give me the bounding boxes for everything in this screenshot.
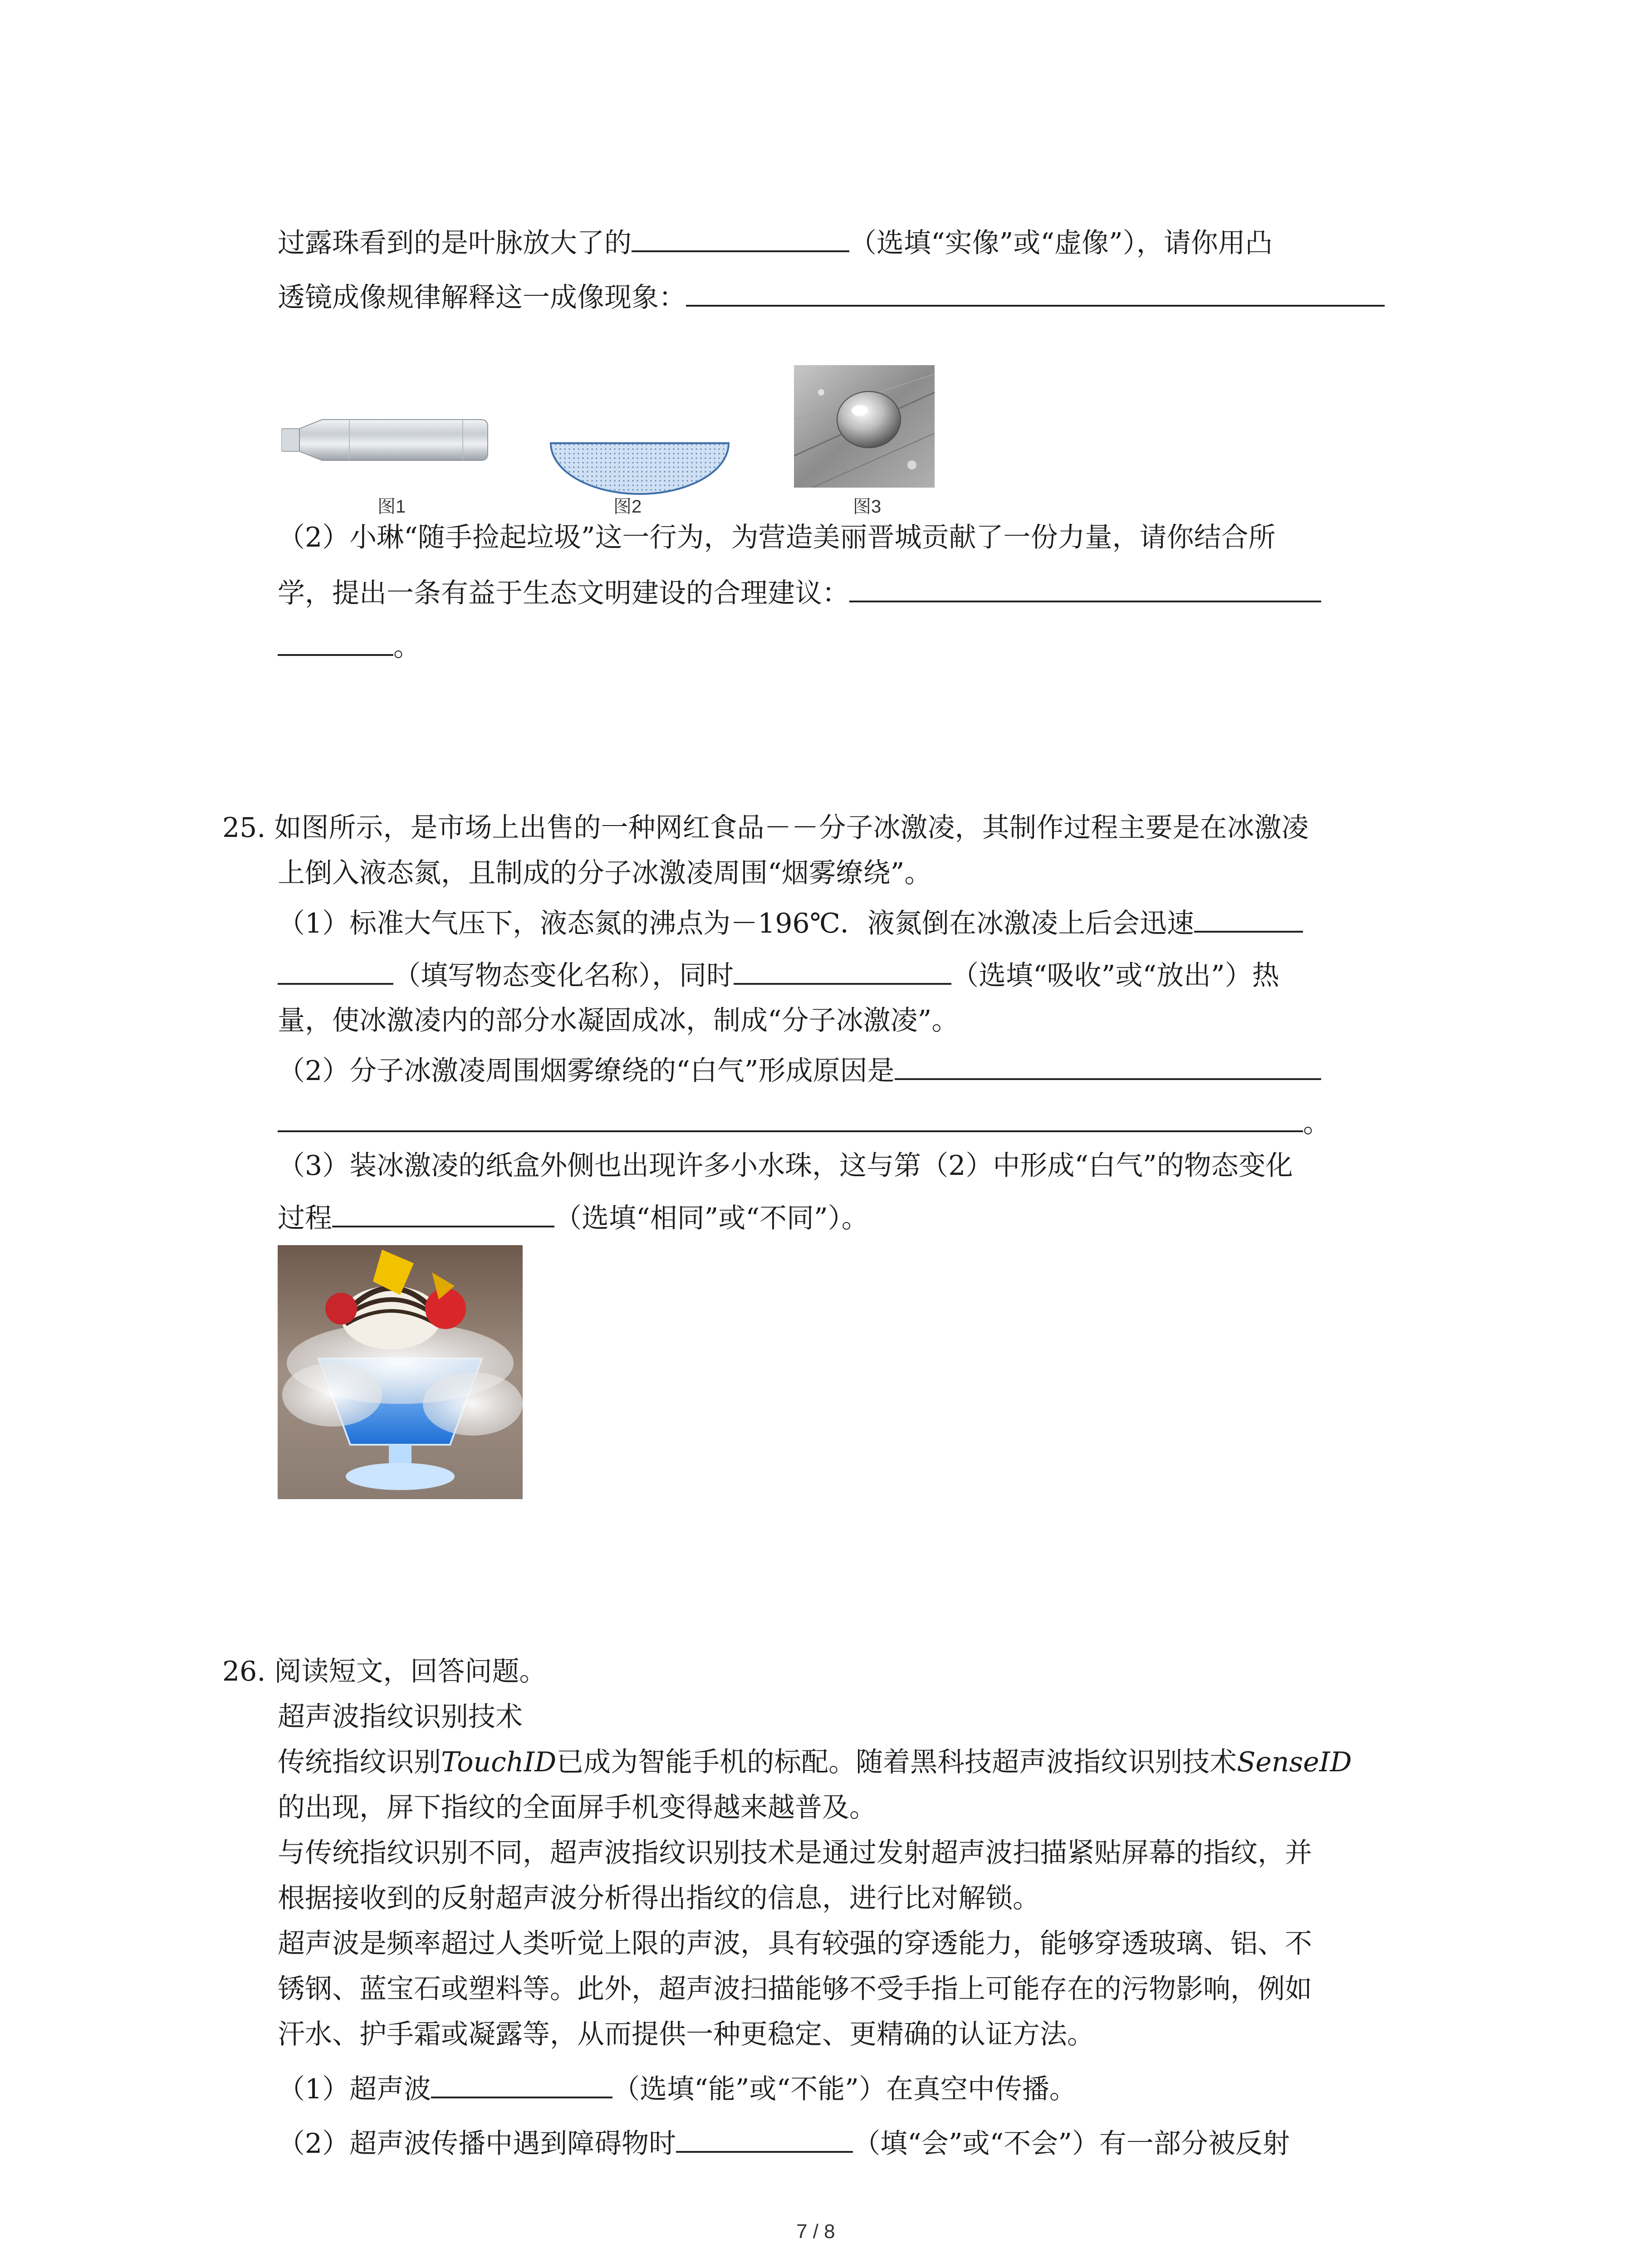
answer-blank[interactable] bbox=[734, 955, 951, 985]
answer-blank[interactable] bbox=[676, 2123, 853, 2153]
q25-part1-line2: （填写物态变化名称），同时 （选填“吸收”或“放出”）热 bbox=[278, 955, 1279, 994]
lens-figure bbox=[549, 442, 730, 497]
q24-part2-line3: 。 bbox=[278, 626, 421, 665]
answer-blank[interactable] bbox=[849, 572, 1321, 602]
bottle-figure bbox=[281, 408, 490, 472]
q25-stem-line2: 上倒入液态氮，且制成的分子冰激凌周围“烟雾缭绕”。 bbox=[278, 857, 932, 889]
q26-part2: （2）超声波传播中遇到障碍物时 （填“会”或“不会”）有一部分被反射 bbox=[278, 2123, 1290, 2162]
q26-para3-line3: 汗水、护手霜或凝露等，从而提供一种更稳定、更精确的认证方法。 bbox=[278, 2019, 1094, 2050]
q24-line2: 透镜成像规律解释这一成像现象： bbox=[278, 277, 1385, 316]
q25-part1-line1: （1）标准大气压下，液态氮的沸点为－196℃．液氮倒在冰激凌上后会迅速 bbox=[278, 903, 1303, 942]
figure-caption-2: 图2 bbox=[613, 497, 642, 517]
q26-stem: 26. 阅读短文，回答问题。 bbox=[222, 1656, 547, 1687]
q24-part2-line1: （2）小琳“随手捡起垃圾”这一行为，为营造美丽晋城贡献了一份力量，请你结合所 bbox=[278, 522, 1276, 553]
q26-para2-line1: 与传统指纹识别不同，超声波指纹识别技术是通过发射超声波扫描紧贴屏幕的指纹，并 bbox=[278, 1837, 1312, 1869]
answer-blank[interactable] bbox=[632, 222, 849, 252]
q26-para3-line2: 锈钢、蓝宝石或塑料等。此外，超声波扫描能够不受手指上可能存在的污物影响，例如 bbox=[278, 1973, 1312, 2005]
q25-stem-line1: 25. 如图所示，是市场上出售的一种网红食品－－分子冰激凌，其制作过程主要是在冰激凌 bbox=[222, 812, 1309, 844]
answer-blank[interactable] bbox=[895, 1050, 1321, 1080]
q26-para2-line2: 根据接收到的反射超声波分析得出指纹的信息，进行比对解锁。 bbox=[278, 1882, 1040, 1914]
figure-caption-1: 图1 bbox=[377, 497, 406, 517]
answer-blank[interactable] bbox=[686, 277, 1385, 307]
answer-blank[interactable] bbox=[431, 2068, 612, 2098]
q26-para1-line2: 的出现，屏下指纹的全面屏手机变得越来越普及。 bbox=[278, 1792, 877, 1823]
q25-part2-line1: （2）分子冰激凌周围烟雾缭绕的“白气”形成原因是 bbox=[278, 1050, 1321, 1089]
molecular-ice-cream-photo bbox=[278, 1245, 523, 1499]
q26-para1-line1: 传统指纹识别TouchID已成为智能手机的标配。随着黑科技超声波指纹识别技术SenseID bbox=[278, 1746, 1352, 1778]
q26-para3-line1: 超声波是频率超过人类听觉上限的声波，具有较强的穿透能力，能够穿透玻璃、铝、不 bbox=[278, 1928, 1312, 1960]
answer-blank[interactable] bbox=[1194, 903, 1303, 933]
q26-part1: （1）超声波 （选填“能”或“不能”）在真空中传播。 bbox=[278, 2068, 1077, 2107]
dewdrop-figure bbox=[794, 365, 935, 488]
q25-part1-line3: 量，使冰激凌内的部分水凝固成冰，制成“分子冰激凌”。 bbox=[278, 1005, 959, 1036]
q24-line1: 过露珠看到的是叶脉放大了的 （选填“实像”或“虚像”），请你用凸 bbox=[278, 222, 1273, 261]
answer-blank[interactable] bbox=[278, 626, 393, 656]
answer-blank[interactable] bbox=[278, 955, 393, 985]
q25-part2-line2: 。 bbox=[278, 1102, 1330, 1141]
q24-part2-line2: 学，提出一条有益于生态文明建设的合理建议： bbox=[278, 572, 1321, 611]
q25-part3-line2: 过程 （选填“相同”或“不同”）。 bbox=[278, 1198, 869, 1237]
q26-article-title: 超声波指纹识别技术 bbox=[278, 1701, 523, 1733]
q25-part3-line1: （3）装冰激凌的纸盒外侧也出现许多小水珠，这与第（2）中形成“白气”的物态变化 bbox=[278, 1150, 1293, 1182]
answer-blank[interactable] bbox=[332, 1198, 554, 1227]
figure-caption-3: 图3 bbox=[853, 497, 882, 517]
answer-blank[interactable] bbox=[278, 1102, 1303, 1132]
page-number: 7 / 8 bbox=[796, 2220, 835, 2243]
